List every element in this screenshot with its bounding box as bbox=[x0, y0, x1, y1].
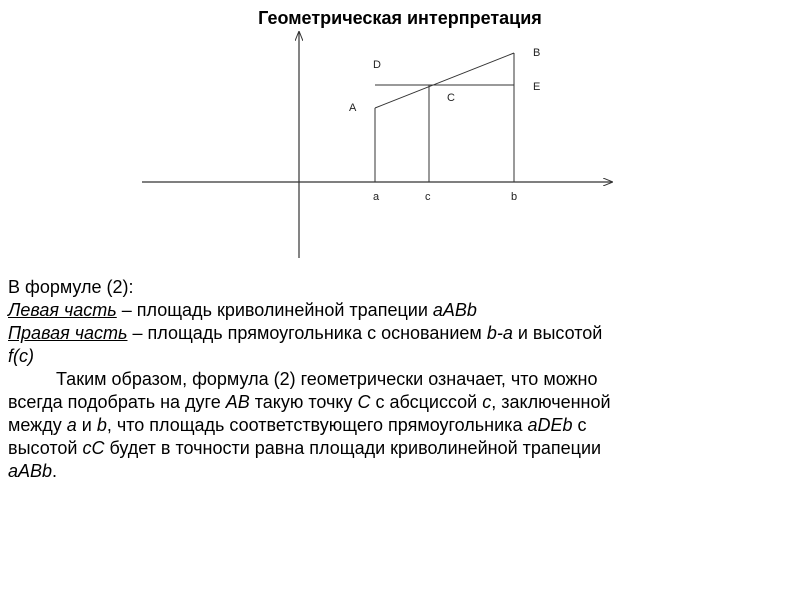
right-part-line: Правая часть – площадь прямоугольника с основанием b-a и высотой bbox=[8, 323, 603, 343]
label-D: D bbox=[373, 59, 381, 71]
formula-intro: В формуле (2): bbox=[8, 277, 134, 297]
left-part-term: Левая часть bbox=[8, 300, 117, 320]
rect-base: b-a bbox=[486, 323, 513, 343]
label-B: B bbox=[533, 47, 541, 59]
paragraph-line-1: Таким образом, формула (2) геометрически означает, что можно bbox=[56, 369, 598, 389]
label-A: A bbox=[349, 102, 357, 114]
paragraph-line-3: между a и b, что площадь соответствующего прямоугольника aDEb с bbox=[8, 415, 587, 435]
trapezoid-name: aABb bbox=[432, 300, 477, 320]
paragraph-line-2: всегда подобрать на дуге AB такую точку C с абсциссой c, заключенной bbox=[8, 392, 611, 412]
label-E: E bbox=[533, 81, 541, 93]
left-part-line: Левая часть – площадь криволинейной трапеции aABb bbox=[8, 300, 477, 320]
label-b: b bbox=[511, 191, 518, 203]
explanation-text bbox=[8, 276, 788, 483]
arc-AB bbox=[375, 53, 514, 108]
slide-title: Геометрическая интерпретация bbox=[258, 8, 542, 28]
rect-height: f(c) bbox=[8, 346, 34, 366]
label-C: C bbox=[447, 92, 455, 104]
paragraph-line-4: высотой cC будет в точности равна площади криволинейной трапеции bbox=[8, 438, 602, 458]
geometric-figure bbox=[0, 0, 800, 270]
label-c: c bbox=[425, 191, 431, 203]
right-part-term: Правая часть bbox=[8, 323, 128, 343]
paragraph-line-5: aABb. bbox=[8, 461, 58, 481]
label-a: a bbox=[373, 191, 380, 203]
